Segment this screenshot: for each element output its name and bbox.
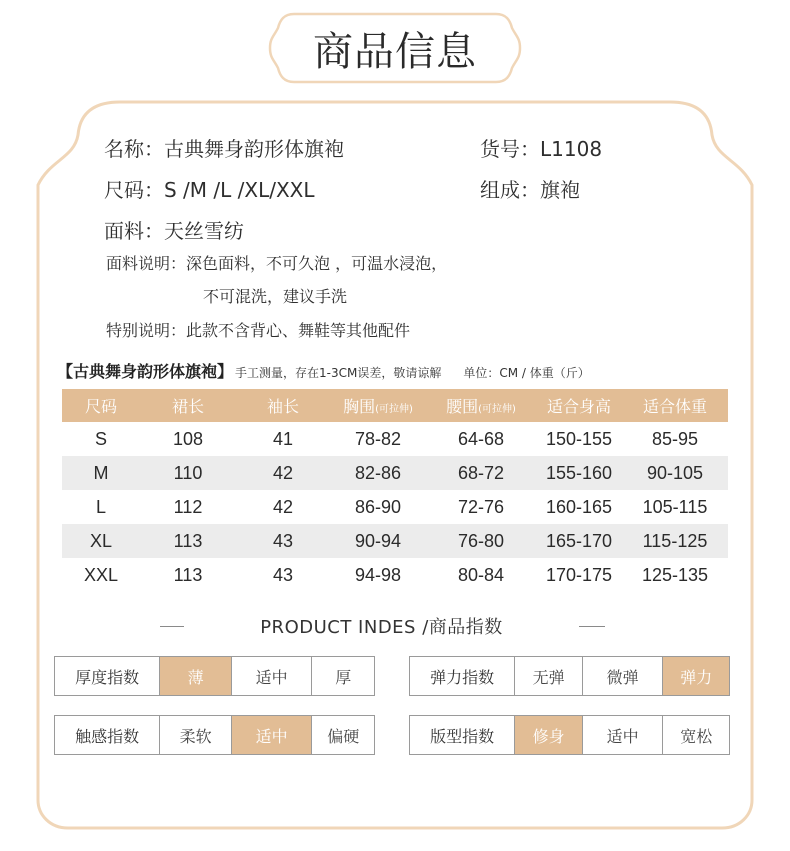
size-table-header-row [62, 389, 728, 422]
index-option: 薄 [159, 657, 231, 695]
index-option: 厚 [311, 657, 374, 695]
divider-left [160, 626, 184, 627]
index-option: 宽松 [662, 716, 729, 754]
table-cell: 68-72 [426, 456, 536, 490]
table-cell: 90-94 [330, 524, 426, 558]
index-option: 偏硬 [311, 716, 374, 754]
size-table-caption [57, 359, 590, 382]
index-option: 适中 [231, 657, 312, 695]
table-row [62, 422, 728, 456]
table-cell: 112 [173, 496, 203, 517]
index-label: 弹力指数 [430, 667, 495, 687]
divider-right [579, 626, 605, 627]
table-cell: 105-115 [642, 496, 708, 517]
size-table [62, 389, 728, 592]
table-cell: 86-90 [354, 496, 402, 517]
table-cell: XL [62, 524, 140, 558]
index-touch [54, 715, 375, 755]
table-cell: 42 [272, 496, 294, 517]
table-cell: 43 [236, 524, 330, 558]
table-cell: 64-68 [457, 428, 505, 449]
table-cell: 43 [272, 564, 294, 585]
table-cell: 113 [173, 564, 203, 585]
table-cell: 42 [236, 456, 330, 490]
index-option: 无弹 [514, 657, 582, 695]
index-label: 触感指数 [75, 726, 140, 746]
fabric-note-line-1: 面料说明：深色面料，不可久泡 ，可温水浸泡， [106, 254, 448, 273]
table-row [62, 558, 728, 592]
table-cell: 155-160 [536, 456, 622, 490]
table-cell: 160-165 [545, 496, 613, 517]
index-option: 适中 [582, 716, 663, 754]
table-cell: 113 [140, 524, 236, 558]
item-number: 货号：L1108 [480, 137, 603, 161]
header-waist: 腰围(可拉伸) [426, 389, 536, 422]
size-list: 尺码：S /M /L /XL/XXL [104, 178, 315, 202]
table-cell: M [62, 456, 140, 490]
index-option: 微弹 [582, 657, 663, 695]
product-index-header [160, 612, 605, 640]
table-cell: 76-80 [426, 524, 536, 558]
table-cell: L [95, 496, 106, 517]
table-cell: XXL [83, 564, 119, 585]
size-table-caption-title: 【古典舞身韵形体旗袍】 [57, 362, 234, 381]
index-fit [409, 715, 730, 755]
index-option: 柔软 [159, 716, 231, 754]
table-cell: 170-175 [545, 564, 613, 585]
table-cell: 78-82 [354, 428, 402, 449]
table-cell: 82-86 [330, 456, 426, 490]
header-fit-height: 适合身高 [536, 389, 622, 422]
table-cell: 80-84 [457, 564, 505, 585]
header-size: 尺码 [62, 389, 140, 422]
index-thickness [54, 656, 375, 696]
size-table-caption-note: 手工测量，存在1-3CM误差，敬请谅解 [235, 366, 442, 380]
table-cell: S [94, 428, 107, 449]
composition: 组成：旗袍 [480, 178, 580, 202]
table-cell: 108 [172, 428, 204, 449]
index-option: 弹力 [662, 657, 729, 695]
table-cell: 165-170 [536, 524, 622, 558]
table-cell: 90-105 [622, 456, 728, 490]
index-label: 版型指数 [430, 726, 495, 746]
header-chest: 胸围(可拉伸) [330, 389, 426, 422]
header-sleeve-length: 袖长 [236, 389, 330, 422]
table-cell: 85-95 [651, 428, 699, 449]
fabric: 面料：天丝雪纺 [104, 219, 244, 243]
size-table-caption-unit: 单位：CM / 体重（斤） [463, 366, 590, 380]
product-name: 名称：古典舞身韵形体旗袍 [104, 137, 344, 161]
header-skirt-length: 裙长 [140, 389, 236, 422]
product-index-title: PRODUCT INDES /商品指数 [260, 617, 503, 638]
table-row [62, 524, 728, 558]
page-title: 商品信息 [313, 28, 477, 75]
table-cell: 150-155 [545, 428, 613, 449]
table-cell: 115-125 [622, 524, 728, 558]
index-option: 适中 [231, 716, 312, 754]
fabric-note-line-2: 不可混洗，建议手洗 [203, 287, 348, 306]
index-label: 厚度指数 [75, 667, 140, 687]
table-cell: 41 [272, 428, 294, 449]
table-cell: 110 [140, 456, 236, 490]
table-row [62, 456, 728, 490]
index-elasticity [409, 656, 730, 696]
header-fit-weight: 适合体重 [622, 389, 728, 422]
table-row [62, 490, 728, 524]
table-cell: 72-76 [457, 496, 505, 517]
table-cell: 125-135 [641, 564, 709, 585]
index-option: 修身 [514, 716, 582, 754]
table-cell: 94-98 [354, 564, 402, 585]
special-note: 特别说明：此款不含背心、舞鞋等其他配件 [106, 321, 411, 340]
